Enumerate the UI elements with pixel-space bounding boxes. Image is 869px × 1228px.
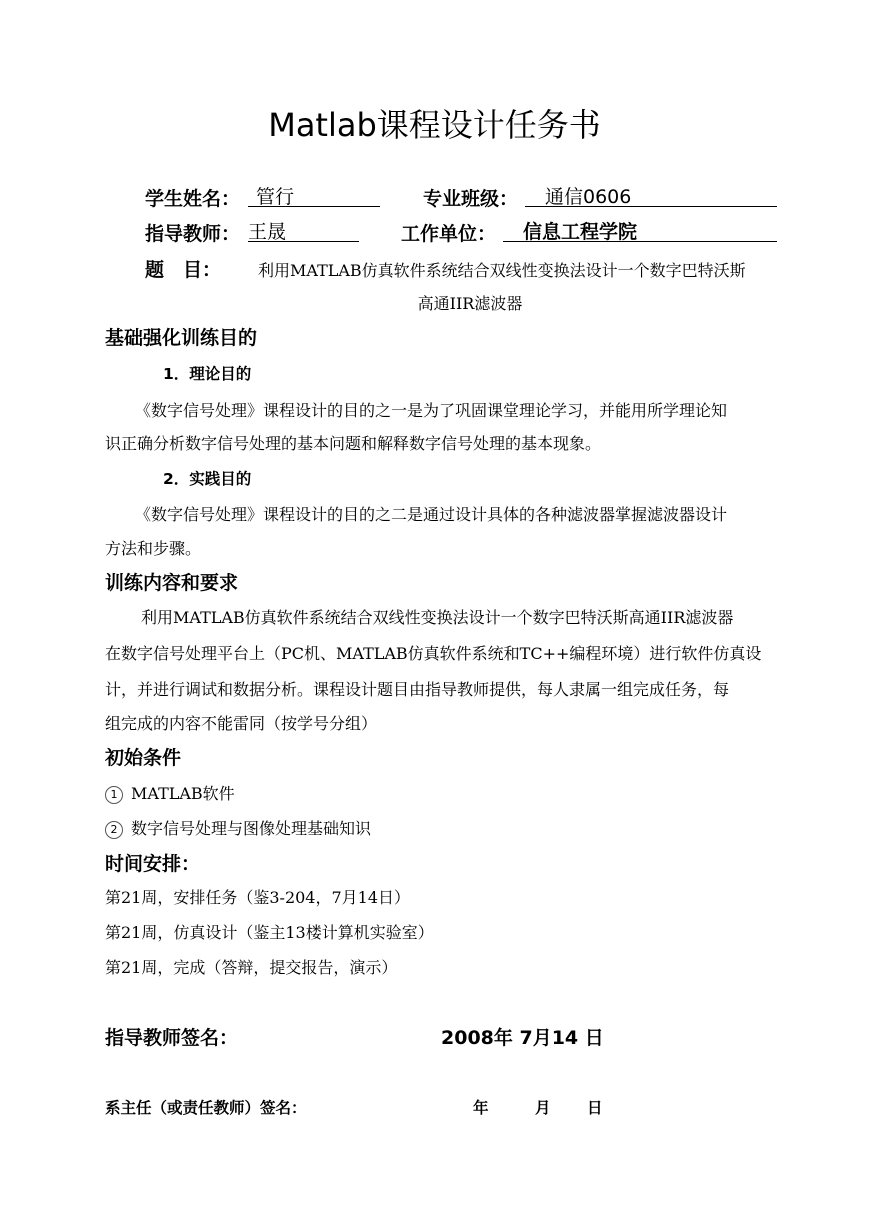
circled-number-1: 1 [105,786,123,804]
condition-item-text: MATLAB软件 [131,784,235,803]
class-field [525,182,777,207]
condition-item-text: 数字信号处理与图像处理基础知识 [131,819,372,838]
topic-line-2: 高通IIR滤波器 [417,294,523,313]
class-value: 通信0606 [545,186,632,208]
class-label: 专业班级： [423,188,519,210]
requirements-text-line-1: 利用MATLAB仿真软件系统结合双线性变换法设计一个数字巴特沃斯高通IIR滤波器 [141,608,734,627]
student-name-value: 管行 [256,186,295,208]
requirements-text-line-3: 计，并进行调试和数据分析。课程设计题目由指导教师提供，每人隶属一组完成任务，每 [105,680,730,699]
document-title: Matlab课程设计任务书 [268,106,601,144]
section-initial-conditions-heading: 初始条件 [105,747,182,769]
schedule-item-3: 第21周，完成（答辩，提交报告，演示） [105,958,398,977]
unit-label: 工作单位： [401,223,497,245]
schedule-item-1: 第21周，安排任务（鉴3-204，7月14日） [105,888,411,907]
circled-number-2: 2 [105,821,123,839]
section-schedule-heading: 时间安排： [105,853,201,875]
practice-purpose-text-line-2: 方法和步骤。 [105,539,202,558]
teacher-signature-label: 指导教师签名： [105,1027,239,1049]
topic-label: 题 目： [145,259,222,281]
teacher-label: 指导教师： [145,223,241,245]
dept-day-label: 日 [587,1099,603,1117]
teacher-value: 王晟 [248,221,287,243]
requirements-text-line-2: 在数字信号处理平台上（PC机、MATLAB仿真软件系统和TC++编程环境）进行软件仿真设 [105,644,762,663]
dept-month-label: 月 [535,1099,551,1117]
theory-purpose-text-line-2: 识正确分析数字信号处理的基本问题和解释数字信号处理的基本现象。 [105,434,602,453]
requirements-text-line-4: 组完成的内容不能雷同（按学号分组） [105,714,378,733]
practice-purpose-subheading: 2．实践目的 [163,470,252,488]
condition-item [105,816,371,839]
schedule-item-2: 第21周，仿真设计（鉴主13楼计算机实验室） [105,923,434,942]
section-content-requirements-heading: 训练内容和要求 [105,572,239,594]
signature-date: 2008年 7月14 日 [441,1027,604,1049]
condition-item [105,781,235,804]
theory-purpose-text-line-1: 《数字信号处理》课程设计的目的之一是为了巩固课堂理论学习，并能用所学理论知 [135,401,728,420]
unit-value: 信息工程学院 [523,221,638,243]
practice-purpose-text-line-1: 《数字信号处理》课程设计的目的之二是通过设计具体的各种滤波器掌握滤波器设计 [135,505,728,524]
theory-purpose-subheading: 1．理论目的 [163,365,252,383]
student-name-field [248,182,380,207]
unit-field [503,217,777,242]
student-name-label: 学生姓名： [145,188,241,210]
topic-line-1: 利用MATLAB仿真软件系统结合双线性变换法设计一个数字巴特沃斯 [258,261,746,280]
dept-head-signature-label: 系主任（或责任教师）签名： [105,1099,307,1117]
section-training-purpose-heading: 基础强化训练目的 [105,327,258,349]
teacher-field [248,217,359,242]
dept-year-label: 年 [473,1099,489,1117]
